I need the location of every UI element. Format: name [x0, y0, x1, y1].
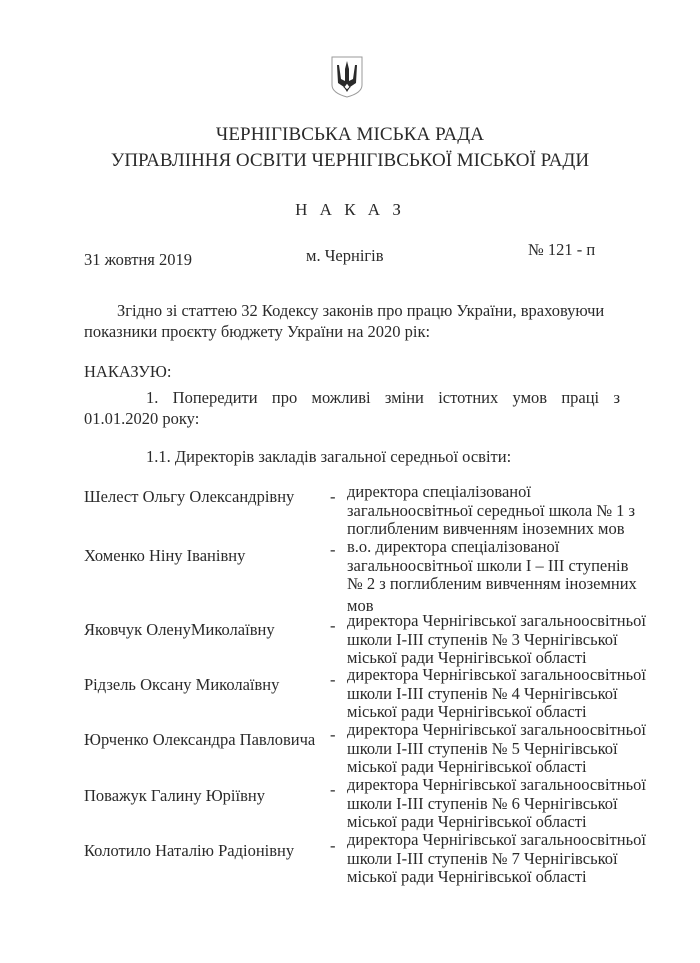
director-name: Шелест Ольгу Олександрівну	[84, 487, 295, 506]
word: праці	[561, 388, 600, 407]
position-line: школи І-ІІІ ступенів № 7 Чернігівської	[347, 848, 618, 868]
director-position	[347, 721, 646, 777]
item-1-1: 1.1. Директорів закладів загальної середньої освіти:	[146, 447, 512, 466]
position-line: мов	[347, 595, 374, 615]
position-line: школи І-ІІІ ступенів № 4 Чернігівської	[347, 683, 618, 703]
dash: -	[330, 616, 336, 635]
dash: -	[330, 670, 336, 689]
item-1-line-2: 01.01.2020 року:	[84, 409, 200, 428]
word: умов	[512, 388, 548, 407]
director-position	[347, 483, 635, 539]
council-title: ЧЕРНІГІВСЬКА МІСЬКА РАДА	[215, 124, 485, 145]
position-line: директора Чернігівської загальноосвітньої	[347, 665, 646, 684]
position-line: поглибленим вивченням іноземних мов	[347, 519, 625, 538]
dash: -	[330, 487, 336, 506]
order-date: 31 жовтня 2019	[84, 250, 192, 269]
position-line: директора Чернігівської загальноосвітньої	[347, 720, 646, 739]
position-line: школи І-ІІІ ступенів № 6 Чернігівської	[347, 793, 618, 813]
director-position	[347, 776, 646, 832]
position-line: міської ради Чернігівської області	[347, 867, 587, 886]
director-position	[347, 538, 637, 615]
dash: -	[330, 780, 336, 799]
position-line: міської ради Чернігівської області	[347, 757, 587, 776]
dash: -	[330, 540, 336, 559]
director-name: Колотило Наталію Радіонівну	[84, 841, 295, 860]
order-number: № 121 - п	[528, 240, 596, 259]
preamble-line-1: Згідно зі статтею 32 Кодексу законів про працю України, враховуючи	[117, 301, 605, 320]
position-line: загальноосвітньої школи І – ІІІ ступенів	[347, 555, 629, 575]
director-position	[347, 666, 646, 722]
position-line: директора Чернігівської загальноосвітньої	[347, 830, 646, 849]
document-type: Н А К А З	[295, 200, 405, 219]
director-name: Юрченко Олександра Павловича	[84, 730, 316, 749]
director-position	[347, 831, 646, 887]
order-city: м. Чернігів	[306, 246, 384, 265]
director-name: Хоменко Ніну Іванівну	[84, 546, 246, 565]
position-line: міської ради Чернігівської області	[347, 648, 587, 667]
word: істотних	[438, 388, 499, 407]
position-line: школи І-ІІІ ступенів № 5 Чернігівської	[347, 738, 618, 758]
coat-of-arms-icon	[330, 55, 364, 99]
position-line: директора Чернігівської загальноосвітньої	[347, 611, 646, 630]
position-line: загальноосвітньої середньої школа № 1 з	[347, 500, 636, 520]
department-title: УПРАВЛІННЯ ОСВІТИ ЧЕРНІГІВСЬКОЇ МІСЬКОЇ РАДИ	[110, 150, 590, 171]
director-name: Яковчук ОленуМиколаївну	[84, 620, 275, 639]
position-line: міської ради Чернігівської області	[347, 702, 587, 721]
preamble-line-2: показники проєкту бюджету України на 2020 рік:	[84, 322, 431, 341]
word: 1.	[146, 388, 159, 407]
item-1-line-1	[146, 388, 620, 408]
position-line: міської ради Чернігівської області	[347, 812, 587, 831]
position-line: в.о. директора спеціалізованої	[347, 537, 560, 556]
position-line: директора Чернігівської загальноосвітньої	[347, 775, 646, 794]
director-name: Рідзель Оксану Миколаївну	[84, 675, 280, 694]
director-position	[347, 612, 646, 668]
position-line: № 2 з поглибленим вивченням іноземних	[347, 574, 637, 593]
word: Попередити	[172, 388, 258, 407]
word: можливі	[311, 388, 371, 407]
word: про	[271, 388, 298, 407]
dash: -	[330, 836, 336, 855]
position-line: директора спеціалізованої	[347, 482, 531, 501]
director-name: Поважук Галину Юріївну	[84, 786, 265, 805]
position-line: школи І-ІІІ ступенів № 3 Чернігівської	[347, 629, 618, 649]
dash: -	[330, 725, 336, 744]
order-word: НАКАЗУЮ:	[84, 362, 172, 381]
word: з	[613, 388, 620, 407]
word: зміни	[384, 388, 424, 407]
